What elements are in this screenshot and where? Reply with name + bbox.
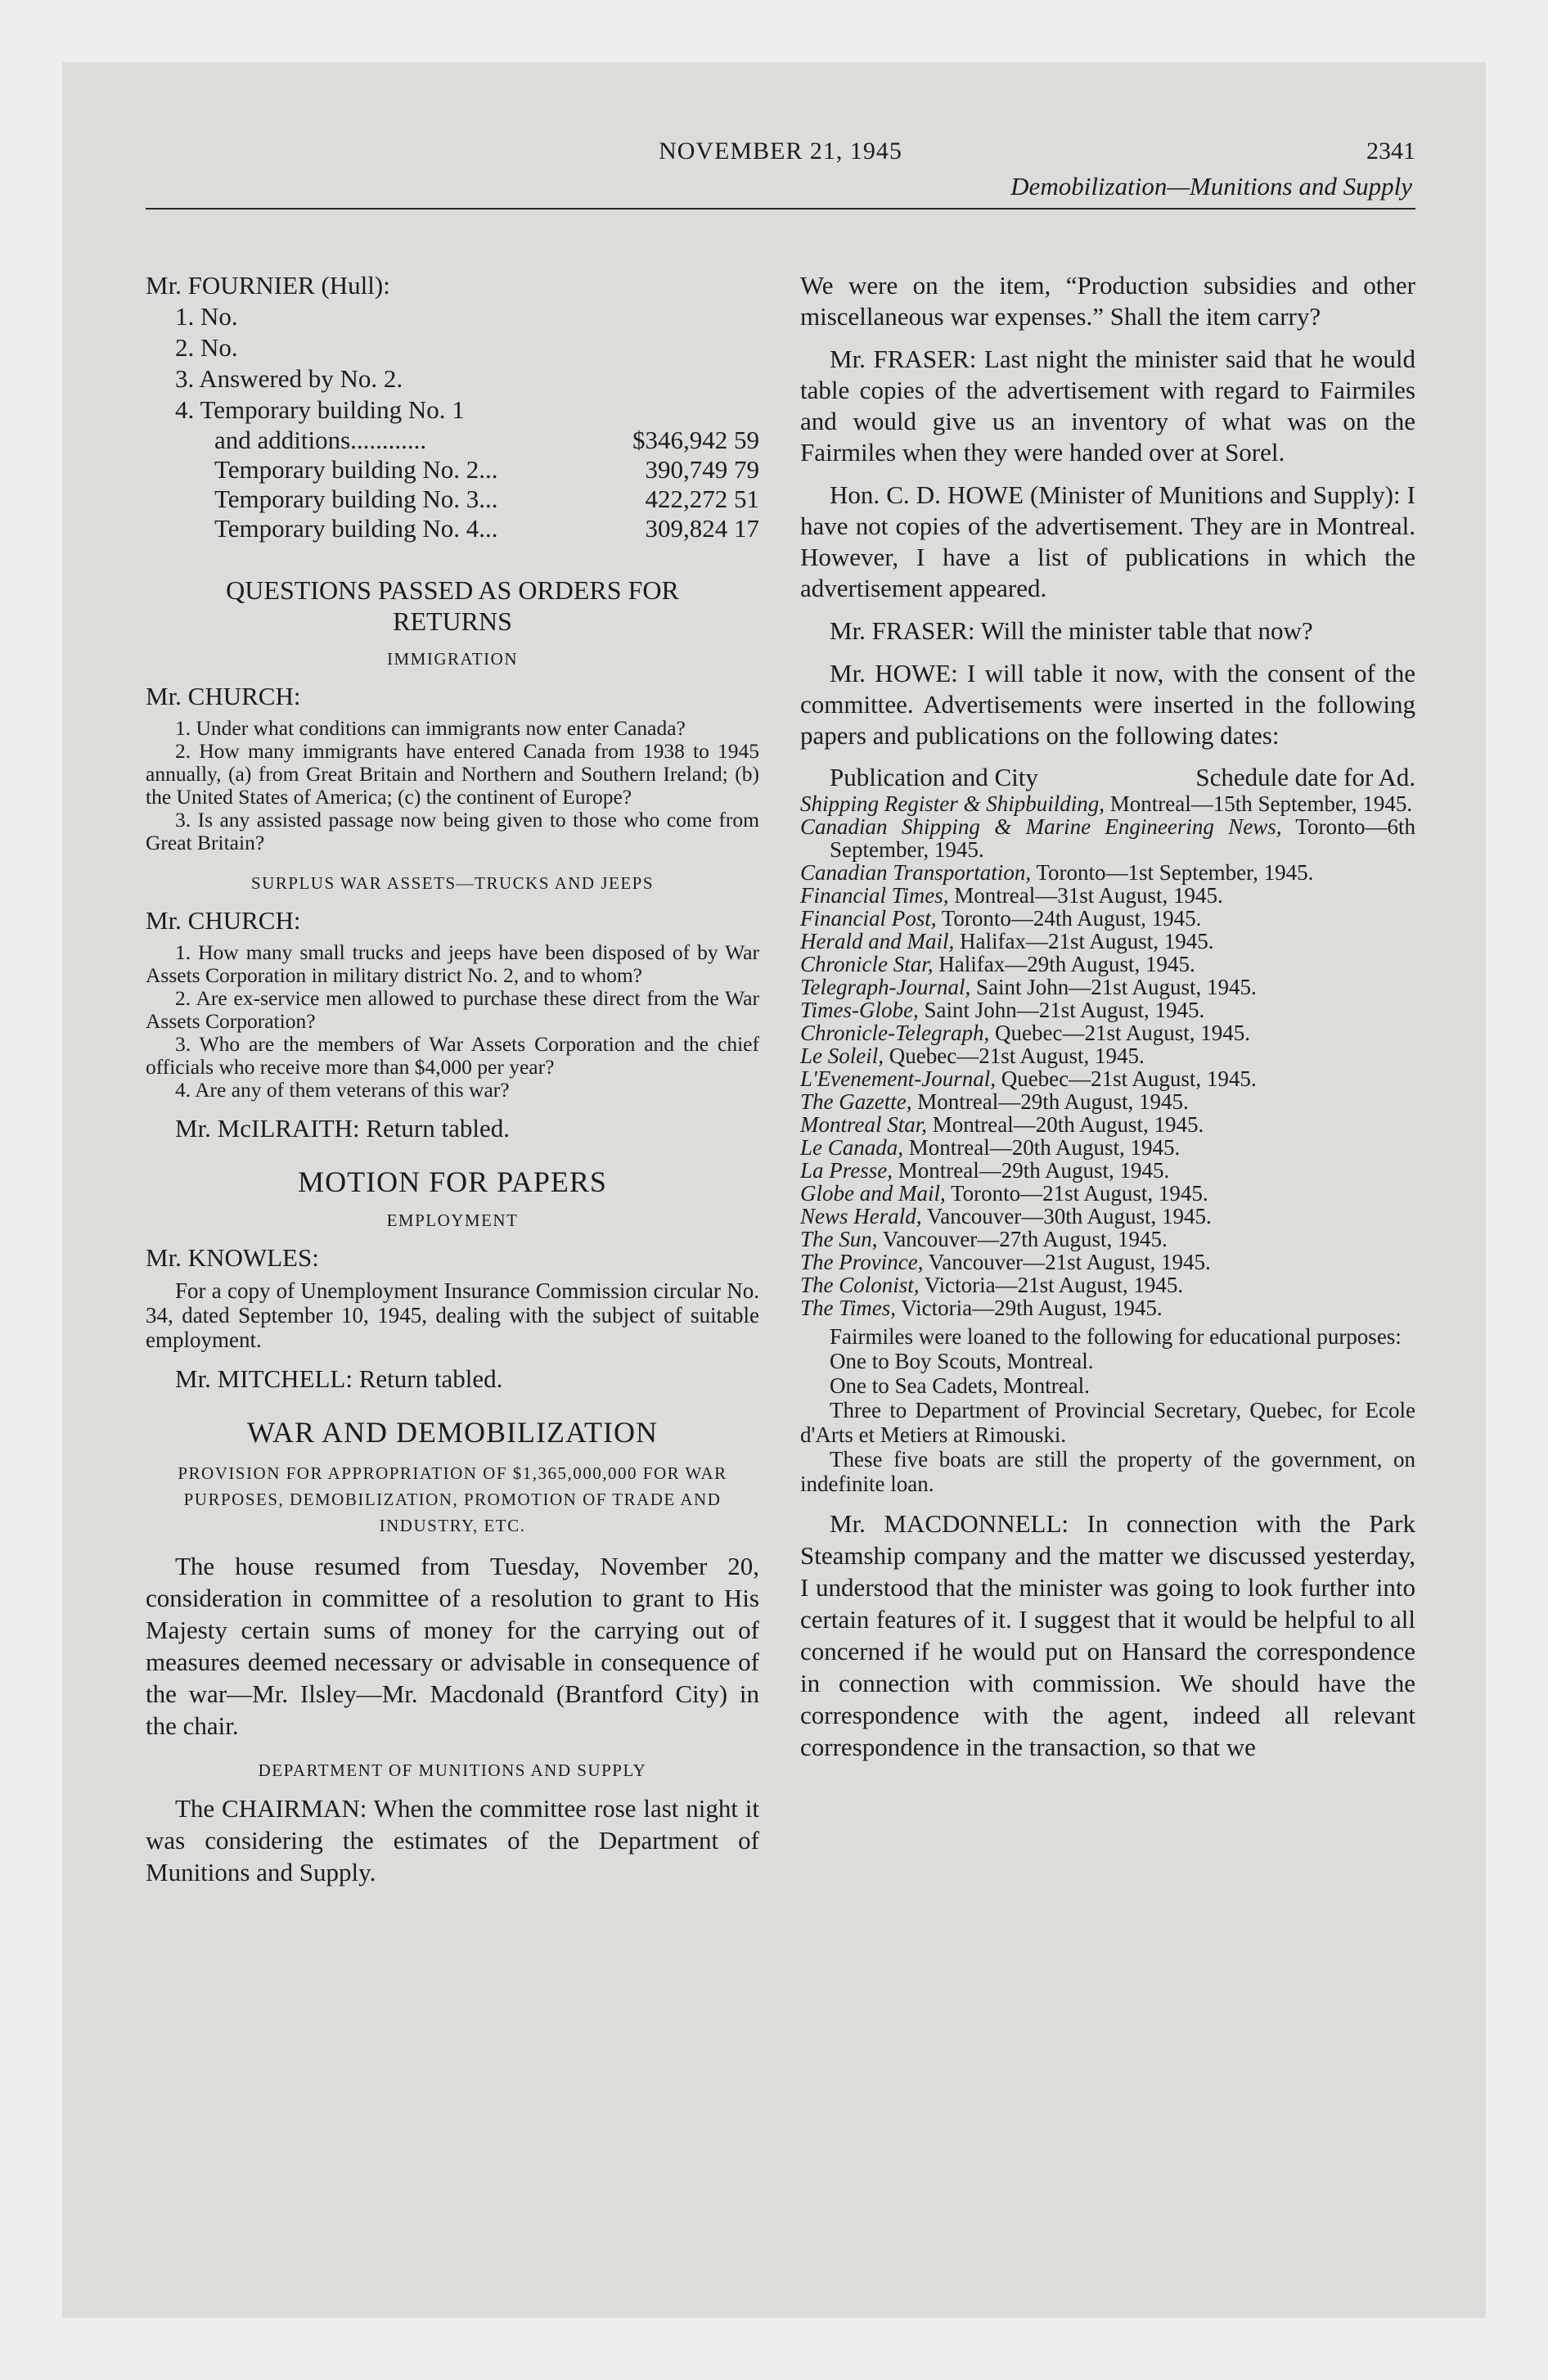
list-item xyxy=(800,884,1415,907)
speaker-mitchell: Mr. MITCHELL: Return tabled. xyxy=(175,1364,503,1393)
publication-name: The Gazette, xyxy=(800,1089,912,1114)
publication-name: The Sun, xyxy=(800,1227,878,1251)
schedule-column-header: Schedule date for Ad. xyxy=(1195,763,1415,791)
boats-text: These five boats are still the property of the government, on indefinite loan. xyxy=(800,1447,1415,1496)
publication-column-header: Publication and City xyxy=(830,763,1038,791)
surplus-question-3: 3. Who are the members of War Assets Corporation and the chief officials who receive more than $4,000 per year? xyxy=(146,1032,759,1079)
buildings-table xyxy=(146,426,759,543)
questions-heading: QUESTIONS PASSED AS ORDERS FOR RETURNS xyxy=(226,575,679,636)
publication-schedule: Saint John—21st August, 1945. xyxy=(970,975,1257,999)
publication-name: Canadian Transportation, xyxy=(800,860,1032,885)
publications-header xyxy=(800,763,1415,792)
list-item xyxy=(800,998,1415,1021)
surplus-question-2: 2. Are ex-service men allowed to purchase these direct from the War Assets Corporation? xyxy=(146,986,759,1033)
list-item xyxy=(800,1136,1415,1159)
loan-item: One to Boy Scouts, Montreal. xyxy=(830,1349,1094,1373)
publication-name: Financial Post, xyxy=(800,906,937,931)
department-heading: DEPARTMENT OF MUNITIONS AND SUPPLY xyxy=(258,1760,647,1780)
speaker-church-2: Mr. CHURCH: xyxy=(146,906,301,935)
resumed-text: The house resumed from Tuesday, November 20, consideration in committee of a resolution to grant to His Majesty certain sums of money for the carrying out of measures deemed necessary or advisable in consequence of the war—Mr. Ilsley—Mr. Macdonald (Brantford City) in the chair. xyxy=(146,1552,759,1740)
speaker-knowles: Mr. KNOWLES: xyxy=(146,1243,319,1272)
loan-item: One to Sea Cadets, Montreal. xyxy=(830,1373,1090,1398)
publication-name: Le Canada, xyxy=(800,1135,904,1160)
header-subject: Demobilization—Munitions and Supply xyxy=(1010,172,1412,201)
left-column xyxy=(146,270,759,1888)
motion-heading: MOTION FOR PAPERS xyxy=(298,1165,607,1198)
table-row xyxy=(146,455,759,485)
publication-schedule: Quebec—21st August, 1945. xyxy=(995,1066,1257,1091)
publication-schedule: Montreal—29th August, 1945. xyxy=(911,1089,1189,1114)
fairmiles-intro: Fairmiles were loaned to the following for educational purposes: xyxy=(830,1324,1402,1349)
macdonnell-text: Mr. MACDONNELL: In connection with the Park Steamship company and the matter we discussed yesterday, I understood that the minister was going to look further into certain features of it. I suggest that it would be helpful to all concerned if he would put on Hansard the correspondence in connection with commission. We should have the correspondence with the agent, indeed all relevant correspondence in the transaction, so that we xyxy=(800,1509,1415,1761)
war-heading: WAR AND DEMOBILIZATION xyxy=(247,1416,658,1449)
answer-3: 3. Answered by No. 2. xyxy=(175,364,403,393)
list-item xyxy=(800,1228,1415,1251)
publication-schedule: Halifax—21st August, 1945. xyxy=(954,929,1214,953)
list-item xyxy=(800,907,1415,930)
publication-schedule: Quebec—21st August, 1945. xyxy=(989,1021,1250,1045)
publication-name: The Province, xyxy=(800,1250,924,1274)
publication-schedule: Montreal—15th September, 1945. xyxy=(1105,791,1413,816)
list-item xyxy=(800,1273,1415,1296)
answer-2: 2. No. xyxy=(175,333,238,362)
list-item xyxy=(800,1021,1415,1044)
immigration-question-1: 1. Under what conditions can immigrants now enter Canada? xyxy=(175,716,686,740)
speaker-fournier: Mr. FOURNIER (Hull): xyxy=(146,271,390,300)
production-subsidies-text: We were on the item, “Production subsidies and other miscellaneous war expenses.” Shall the item carry? xyxy=(800,271,1415,331)
publication-name: Chronicle-Telegraph, xyxy=(800,1021,990,1045)
building-value: 309,824 17 xyxy=(645,514,759,543)
publication-schedule: Montreal—29th August, 1945. xyxy=(893,1158,1170,1183)
list-item xyxy=(800,1251,1415,1273)
publication-name: Globe and Mail, xyxy=(800,1181,946,1206)
howe-text-2: Mr. HOWE: I will table it now, with the consent of the committee. Advertisements were inserted in the following papers and publications on the following dates: xyxy=(800,659,1415,750)
publication-name: L'Evenement-Journal, xyxy=(800,1066,996,1091)
header-date: NOVEMBER 21, 1945 xyxy=(659,137,902,165)
speaker-mcilraith: Mr. McILRAITH: Return tabled. xyxy=(175,1114,510,1143)
publication-name: Canadian Shipping & Marine Engineering News, xyxy=(800,814,1282,839)
answer-1: 1. No. xyxy=(175,302,238,331)
list-item xyxy=(800,792,1415,815)
publications-list xyxy=(800,792,1415,1319)
list-item xyxy=(800,1296,1415,1319)
table-row xyxy=(146,485,759,514)
publication-name: Chronicle Star, xyxy=(800,952,934,976)
publication-schedule: Montreal—20th August, 1945. xyxy=(903,1135,1181,1160)
knowles-text: For a copy of Unemployment Insurance Commission circular No. 34, dated September 10, 1945, dealing with the subject of suitable employment. xyxy=(146,1278,759,1352)
publication-name: Herald and Mail, xyxy=(800,929,955,953)
publication-schedule: Vancouver—30th August, 1945. xyxy=(921,1204,1212,1228)
publication-name: Le Soleil, xyxy=(800,1044,884,1068)
building-label: and additions............ xyxy=(214,426,427,454)
publication-name: La Presse, xyxy=(800,1158,893,1183)
list-item xyxy=(800,953,1415,976)
list-item xyxy=(800,1113,1415,1136)
page-number: 2341 xyxy=(1366,137,1415,165)
publication-name: The Times, xyxy=(800,1296,897,1320)
surplus-heading: SURPLUS WAR ASSETS—TRUCKS AND JEEPS xyxy=(250,873,655,893)
publication-name: Shipping Register & Shipbuilding, xyxy=(800,791,1105,816)
table-row xyxy=(146,514,759,543)
publication-name: Telegraph-Journal, xyxy=(800,975,971,999)
building-value: $346,942 59 xyxy=(632,426,759,454)
building-label: Temporary building No. 4... xyxy=(214,514,498,543)
table-row xyxy=(146,426,759,455)
answer-4: 4. Temporary building No. 1 xyxy=(175,395,465,424)
publication-schedule: Halifax—29th August, 1945. xyxy=(933,952,1195,976)
publication-schedule: Victoria—21st August, 1945. xyxy=(919,1273,1184,1297)
publication-schedule: Toronto—6th September, 1945. xyxy=(830,814,1415,862)
immigration-question-2: 2. How many immigrants have entered Canada from 1938 to 1945 annually, (a) from Great Britain and Northern and Southern Ireland; (b) the United States of America; (c) the continent of Europe? xyxy=(146,739,759,809)
list-item xyxy=(800,1159,1415,1182)
list-item xyxy=(800,930,1415,953)
surplus-question-1: 1. How many small trucks and jeeps have been disposed of by War Assets Corporation in military district No. 2, and to whom? xyxy=(146,940,759,987)
publication-schedule: Toronto—21st August, 1945. xyxy=(945,1181,1208,1206)
list-item xyxy=(800,1182,1415,1205)
fraser-text-2: Mr. FRASER: Will the minister table that now? xyxy=(830,616,1313,645)
immigration-heading: IMMIGRATION xyxy=(387,649,518,669)
publication-name: Times-Globe, xyxy=(800,998,919,1022)
list-item xyxy=(800,815,1415,861)
publication-name: Financial Times, xyxy=(800,883,949,908)
list-item xyxy=(800,1044,1415,1067)
building-label: Temporary building No. 3... xyxy=(214,485,498,513)
building-label: Temporary building No. 2... xyxy=(214,455,498,484)
publication-schedule: Vancouver—21st August, 1945. xyxy=(923,1250,1211,1274)
immigration-question-3: 3. Is any assisted passage now being given to those who come from Great Britain? xyxy=(146,808,759,854)
list-item xyxy=(800,1090,1415,1113)
list-item xyxy=(800,861,1415,884)
publication-schedule: Victoria—29th August, 1945. xyxy=(896,1296,1163,1320)
publication-schedule: Montreal—20th August, 1945. xyxy=(927,1112,1204,1137)
speaker-church-1: Mr. CHURCH: xyxy=(146,682,301,710)
chairman-text: The CHAIRMAN: When the committee rose last night it was considering the estimates of the Department of Munitions and Supply. xyxy=(146,1794,759,1886)
howe-text-1: Hon. C. D. HOWE (Minister of Munitions and Supply): I have not copies of the advertisement. They are in Montreal. However, I have a list of publications in which the advertisement appeared. xyxy=(800,480,1415,602)
loan-item: Three to Department of Provincial Secretary, Quebec, for Ecole d'Arts et Metiers at Rimouski. xyxy=(800,1398,1415,1447)
fraser-text-1: Mr. FRASER: Last night the minister said that he would table copies of the advertisement with regard to Fairmiles and would give us an inventory of what was on the Fairmiles when they were handed over at Sorel. xyxy=(800,345,1415,467)
building-value: 422,272 51 xyxy=(645,485,759,513)
publication-schedule: Toronto—1st September, 1945. xyxy=(1031,860,1314,885)
publication-name: The Colonist, xyxy=(800,1273,920,1297)
list-item xyxy=(800,1205,1415,1228)
publication-schedule: Montreal—31st August, 1945. xyxy=(948,883,1223,908)
provision-heading: PROVISION FOR APPROPRIATION OF $1,365,000,000 FOR WAR PURPOSES, DEMOBILIZATION, PROMOTION OF TRADE AND INDUSTRY, ETC. xyxy=(178,1463,727,1535)
list-item xyxy=(800,1067,1415,1090)
publication-name: News Herald, xyxy=(800,1204,922,1228)
publication-schedule: Saint John—21st August, 1945. xyxy=(918,998,1205,1022)
right-column xyxy=(800,270,1415,1763)
publication-schedule: Toronto—24th August, 1945. xyxy=(936,906,1202,931)
surplus-question-4: 4. Are any of them veterans of this war? xyxy=(175,1078,510,1102)
header-rule xyxy=(146,208,1415,210)
publication-schedule: Vancouver—27th August, 1945. xyxy=(877,1227,1168,1251)
publication-name: Montreal Star, xyxy=(800,1112,927,1137)
list-item xyxy=(800,976,1415,998)
page-header xyxy=(146,137,1415,244)
publication-schedule: Quebec—21st August, 1945. xyxy=(884,1044,1145,1068)
building-value: 390,749 79 xyxy=(645,455,759,484)
employment-heading: EMPLOYMENT xyxy=(386,1210,519,1230)
